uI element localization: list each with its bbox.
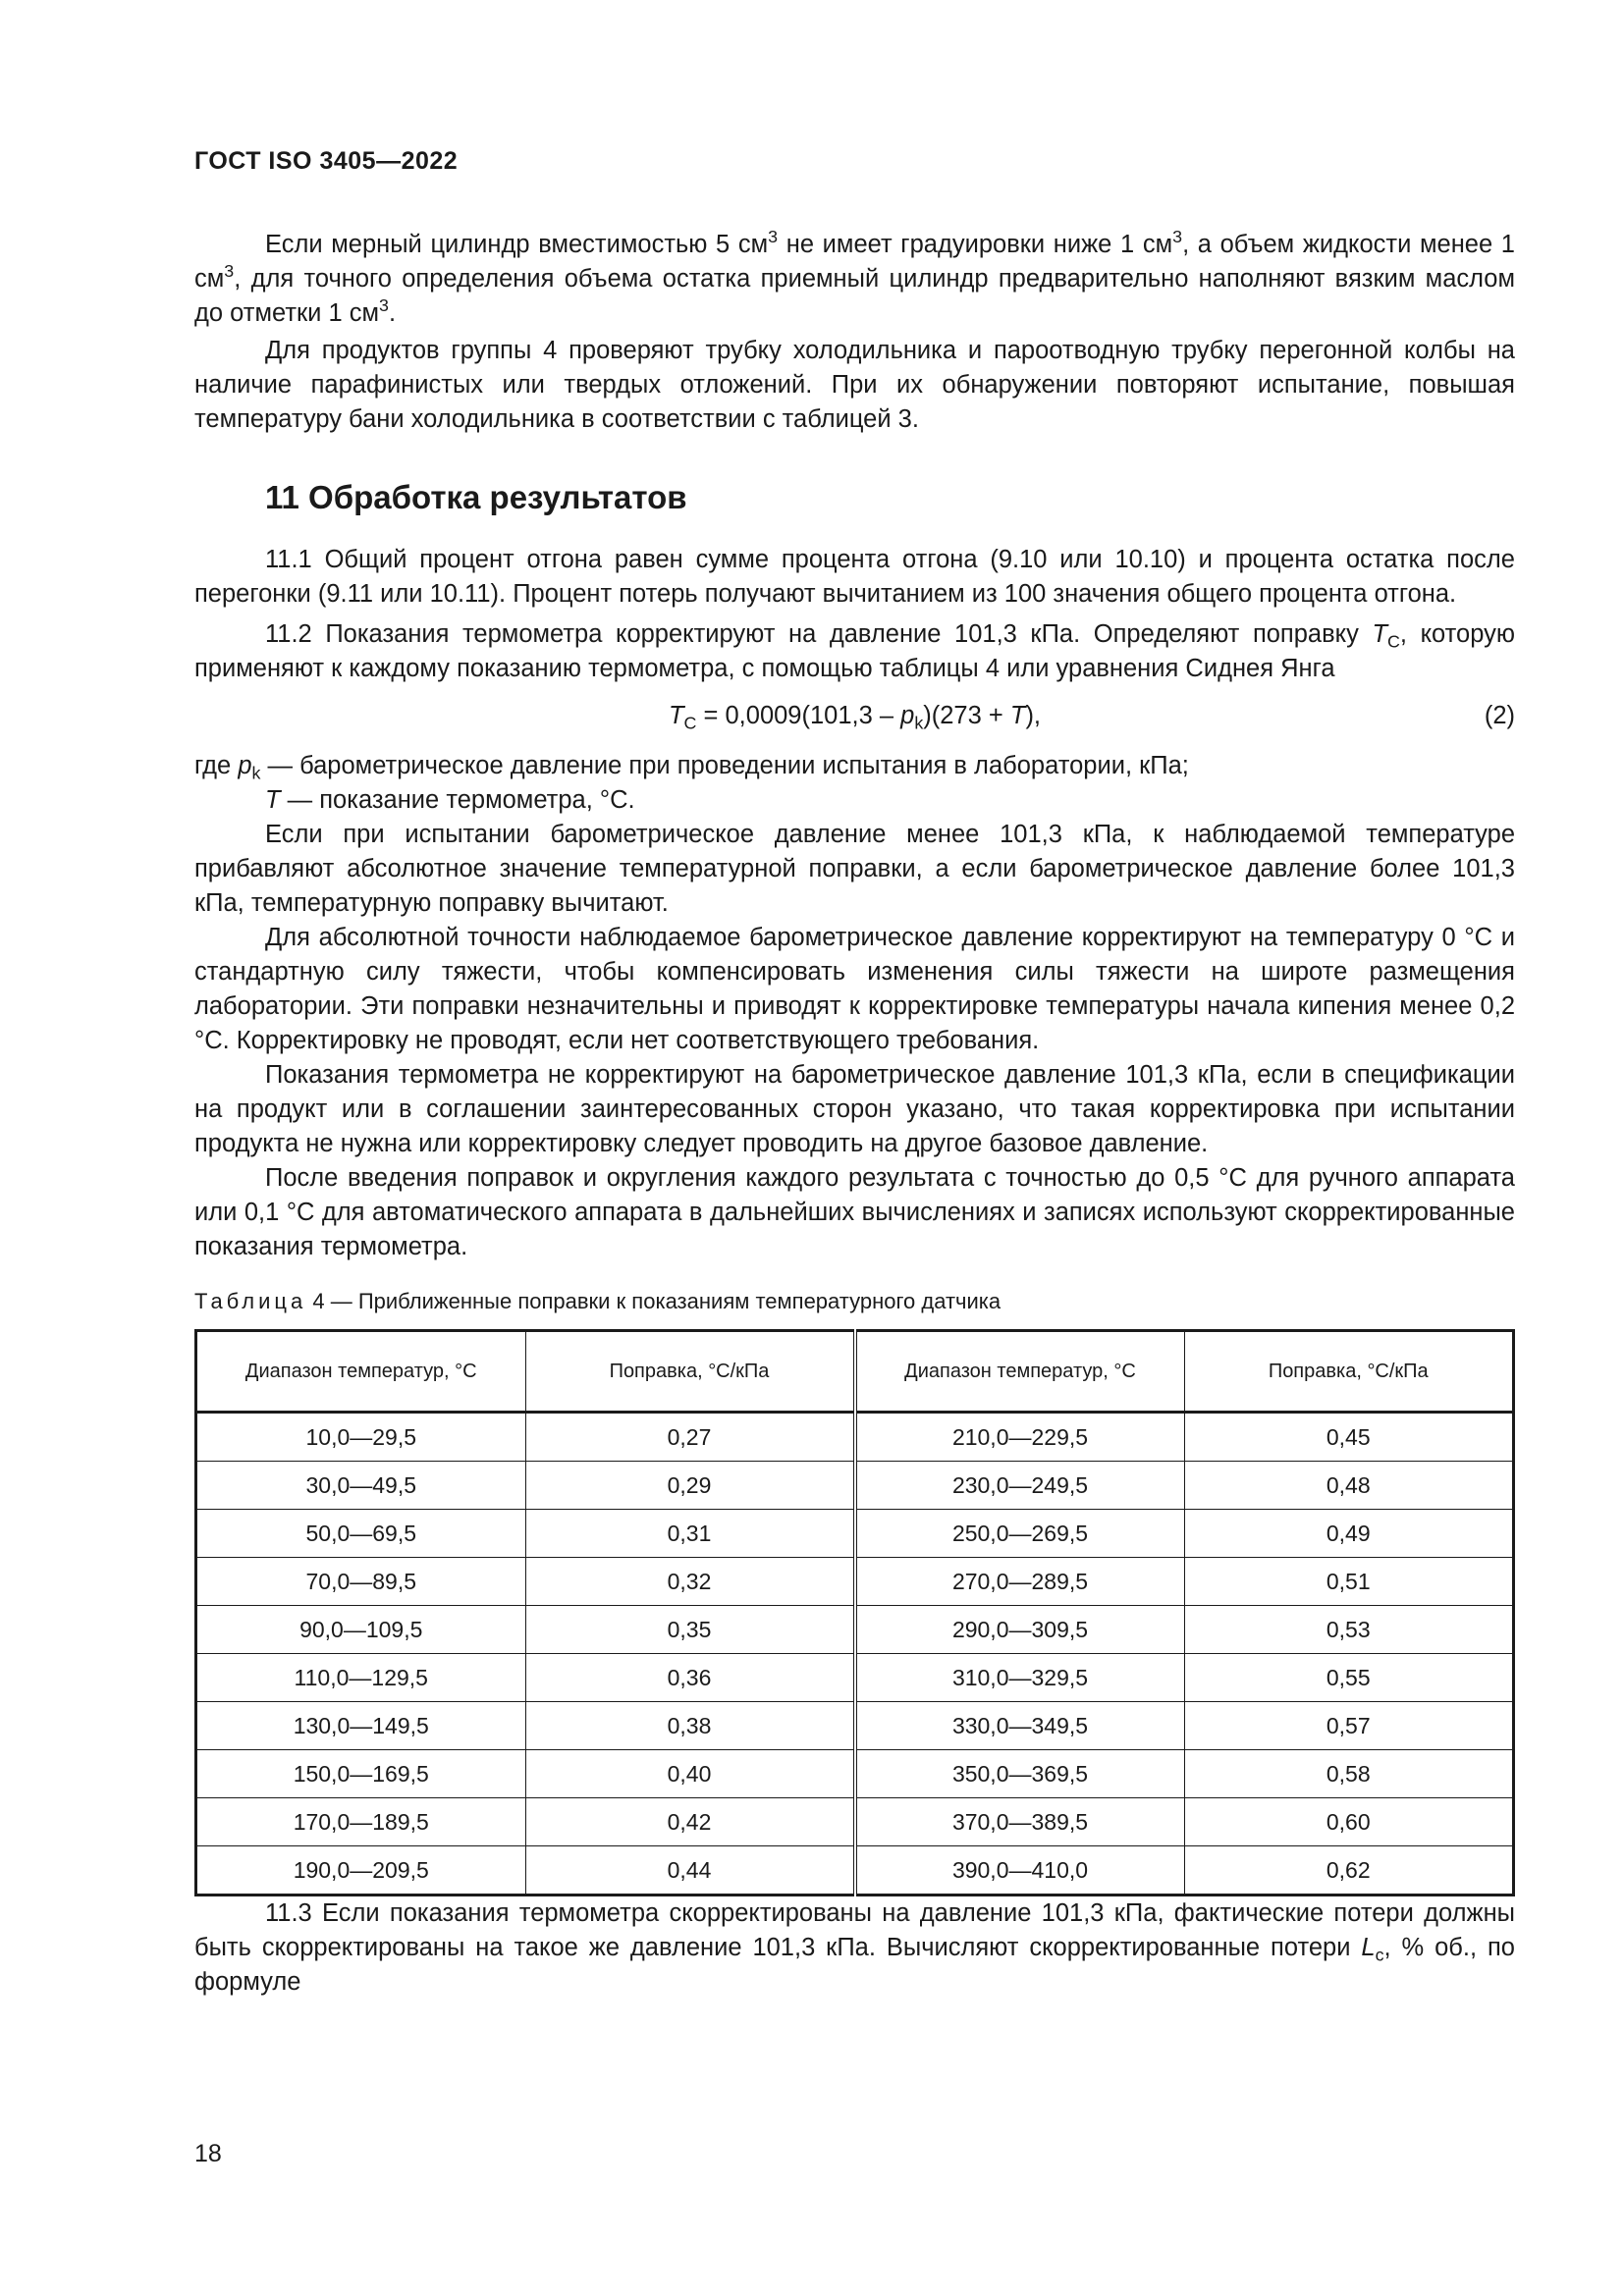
definition-T: T — показание термометра, °С. [265,786,635,814]
paragraph-group4: Для продуктов группы 4 проверяют трубку холодильника и пароотводную трубку перегонной колбы на наличие парафинистых или твердых отложений. При их обнаружении повторяют испытание, повышая температуру бани холодильника в соответствии с таблицей 3. [194,337,1515,433]
paragraph-no-correction: Показания термометра не корректируют на барометрическое давление 101,3 кПа, если в спецификации на продукт или в соглашении заинтересованных сторон указано, что такая корректировка при испытании продукта не нужна или корректировку следует проводить на другое базовое давление. [194,1061,1515,1157]
page-number: 18 [194,2140,222,2167]
document-header: ГОСТ ISO 3405—2022 [194,147,459,175]
table-cell: 0,31 [525,1510,855,1558]
table-cell: 50,0—69,5 [196,1510,526,1558]
table-row [196,1846,1514,1896]
header-correction-2: Поправка, °С/кПа [1184,1331,1514,1413]
table-row [196,1510,1514,1558]
table-cell: 150,0—169,5 [196,1750,526,1798]
table-cell: 0,38 [525,1702,855,1750]
table-cell: 0,42 [525,1798,855,1846]
table-row [196,1702,1514,1750]
header-correction-1: Поправка, °С/кПа [525,1331,855,1413]
formula-expression: $T_C = 0,0009(101,3 - p_k)(273 + T)$, [668,702,1042,733]
table-cell: 0,27 [525,1413,855,1462]
table-cell: 0,62 [1184,1846,1514,1896]
paragraph-11-1: 11.1 Общий процент отгона равен сумме процента отгона (9.10 или 10.10) и процента остатка после перегонки (9.11 или 10.11). Процент потерь получают вычитанием из 100 значения общего процента отгона. [194,546,1515,608]
table-row [196,1798,1514,1846]
table-cell: 210,0—229,5 [855,1413,1185,1462]
table-cell: 0,58 [1184,1750,1514,1798]
table-cell: 90,0—109,5 [196,1606,526,1654]
table-cell: 310,0—329,5 [855,1654,1185,1702]
table-cell: 0,49 [1184,1510,1514,1558]
table-cell: 190,0—209,5 [196,1846,526,1896]
table-cell: 170,0—189,5 [196,1798,526,1846]
table-cell: 130,0—149,5 [196,1702,526,1750]
table-cell: 0,60 [1184,1798,1514,1846]
table-cell: 0,51 [1184,1558,1514,1606]
table-row [196,1606,1514,1654]
table-cell: 0,45 [1184,1413,1514,1462]
table-cell: 70,0—89,5 [196,1558,526,1606]
table-row [196,1750,1514,1798]
table-cell: 10,0—29,5 [196,1413,526,1462]
table-cell: 0,29 [525,1462,855,1510]
table-cell: 330,0—349,5 [855,1702,1185,1750]
paragraph-11-2: 11.2 Показания термометра корректируют на давление 101,3 кПа. Определяют поправку $T_C$, которую применяют к каждому показанию термометра, с помощью таблицы 4 или уравнения Сиднея Янга [194,620,1515,682]
table-cell: 0,53 [1184,1606,1514,1654]
paragraph-absolute-accuracy: Для абсолютной точности наблюдаемое барометрическое давление корректируют на температуру 0 °С и стандартную силу тяжести, чтобы компенсировать изменения силы тяжести на широте размещения лаборатории. Эти поправки незначительны и приводят к корректировке температуры начала кипения менее 0,2 °С. Корректировку не проводят, если нет соответствующего требования. [194,924,1515,1054]
paragraph-rounding: После введения поправок и округления каждого результата с точностью до 0,5 °С для ручного аппарата или 0,1 °С для автоматического аппарата в дальнейших вычислениях и записях используют скорректированные показания термометра. [194,1164,1515,1260]
header-temp-range-1: Диапазон температур, °С [196,1331,526,1413]
header-temp-range-2: Диапазон температур, °С [855,1331,1185,1413]
table-row [196,1413,1514,1462]
table-cell: 0,57 [1184,1702,1514,1750]
table-cell: 370,0—389,5 [855,1798,1185,1846]
definition-pk: где $p_k$ — барометрическое давление при проведении испытания в лаборатории, кПа; [194,752,1189,783]
table-cell: 290,0—309,5 [855,1606,1185,1654]
paragraph-11-3: 11.3 Если показания термометра скорректированы на давление 101,3 кПа, фактические потери должны быть скорректированы на такое же давление 101,3 кПа. Вычисляют скорректированные потери $L_c$, % об., по формуле [194,1899,1515,1996]
table-cell: 0,55 [1184,1654,1514,1702]
table-cell: 230,0—249,5 [855,1462,1185,1510]
table-cell: 390,0—410,0 [855,1846,1185,1896]
page-content [194,228,1515,2000]
table-row [196,1558,1514,1606]
table-row [196,1462,1514,1510]
formula-2 [194,696,1515,735]
table-header-row [196,1331,1514,1413]
table-cell: 0,35 [525,1606,855,1654]
table-cell: 0,44 [525,1846,855,1896]
table-cell: 0,40 [525,1750,855,1798]
table-row [196,1654,1514,1702]
table-cell: 0,48 [1184,1462,1514,1510]
paragraph-pressure-correction: Если при испытании барометрическое давление менее 101,3 кПа, к наблюдаемой температуре прибавляют абсолютное значение температурной поправки, а если барометрическое давление более 101,3 кПа, температурную поправку вычитают. [194,821,1515,917]
table-cell: 30,0—49,5 [196,1462,526,1510]
table-cell: 250,0—269,5 [855,1510,1185,1558]
correction-table [194,1329,1515,1896]
table-cell: 350,0—369,5 [855,1750,1185,1798]
formula-number: (2) [1484,702,1515,729]
table-cell: 270,0—289,5 [855,1558,1185,1606]
table-cell: 0,32 [525,1558,855,1606]
table-caption: Таблица 4 — Приближенные поправки к показаниям температурного датчика [194,1289,1001,1313]
section-title: 11 Обработка результатов [265,479,687,515]
table-cell: 110,0—129,5 [196,1654,526,1702]
paragraph-cylinder: Если мерный цилиндр вместимостью 5 $см^3$ не имеет градуировки ниже 1 $см^3$, а объем жидкости менее 1 $см^3$, для точного определения объема остатка приемный цилиндр предварительно наполняют вязким маслом до отметки 1 $см^3$. [194,227,1515,327]
table-cell: 0,36 [525,1654,855,1702]
